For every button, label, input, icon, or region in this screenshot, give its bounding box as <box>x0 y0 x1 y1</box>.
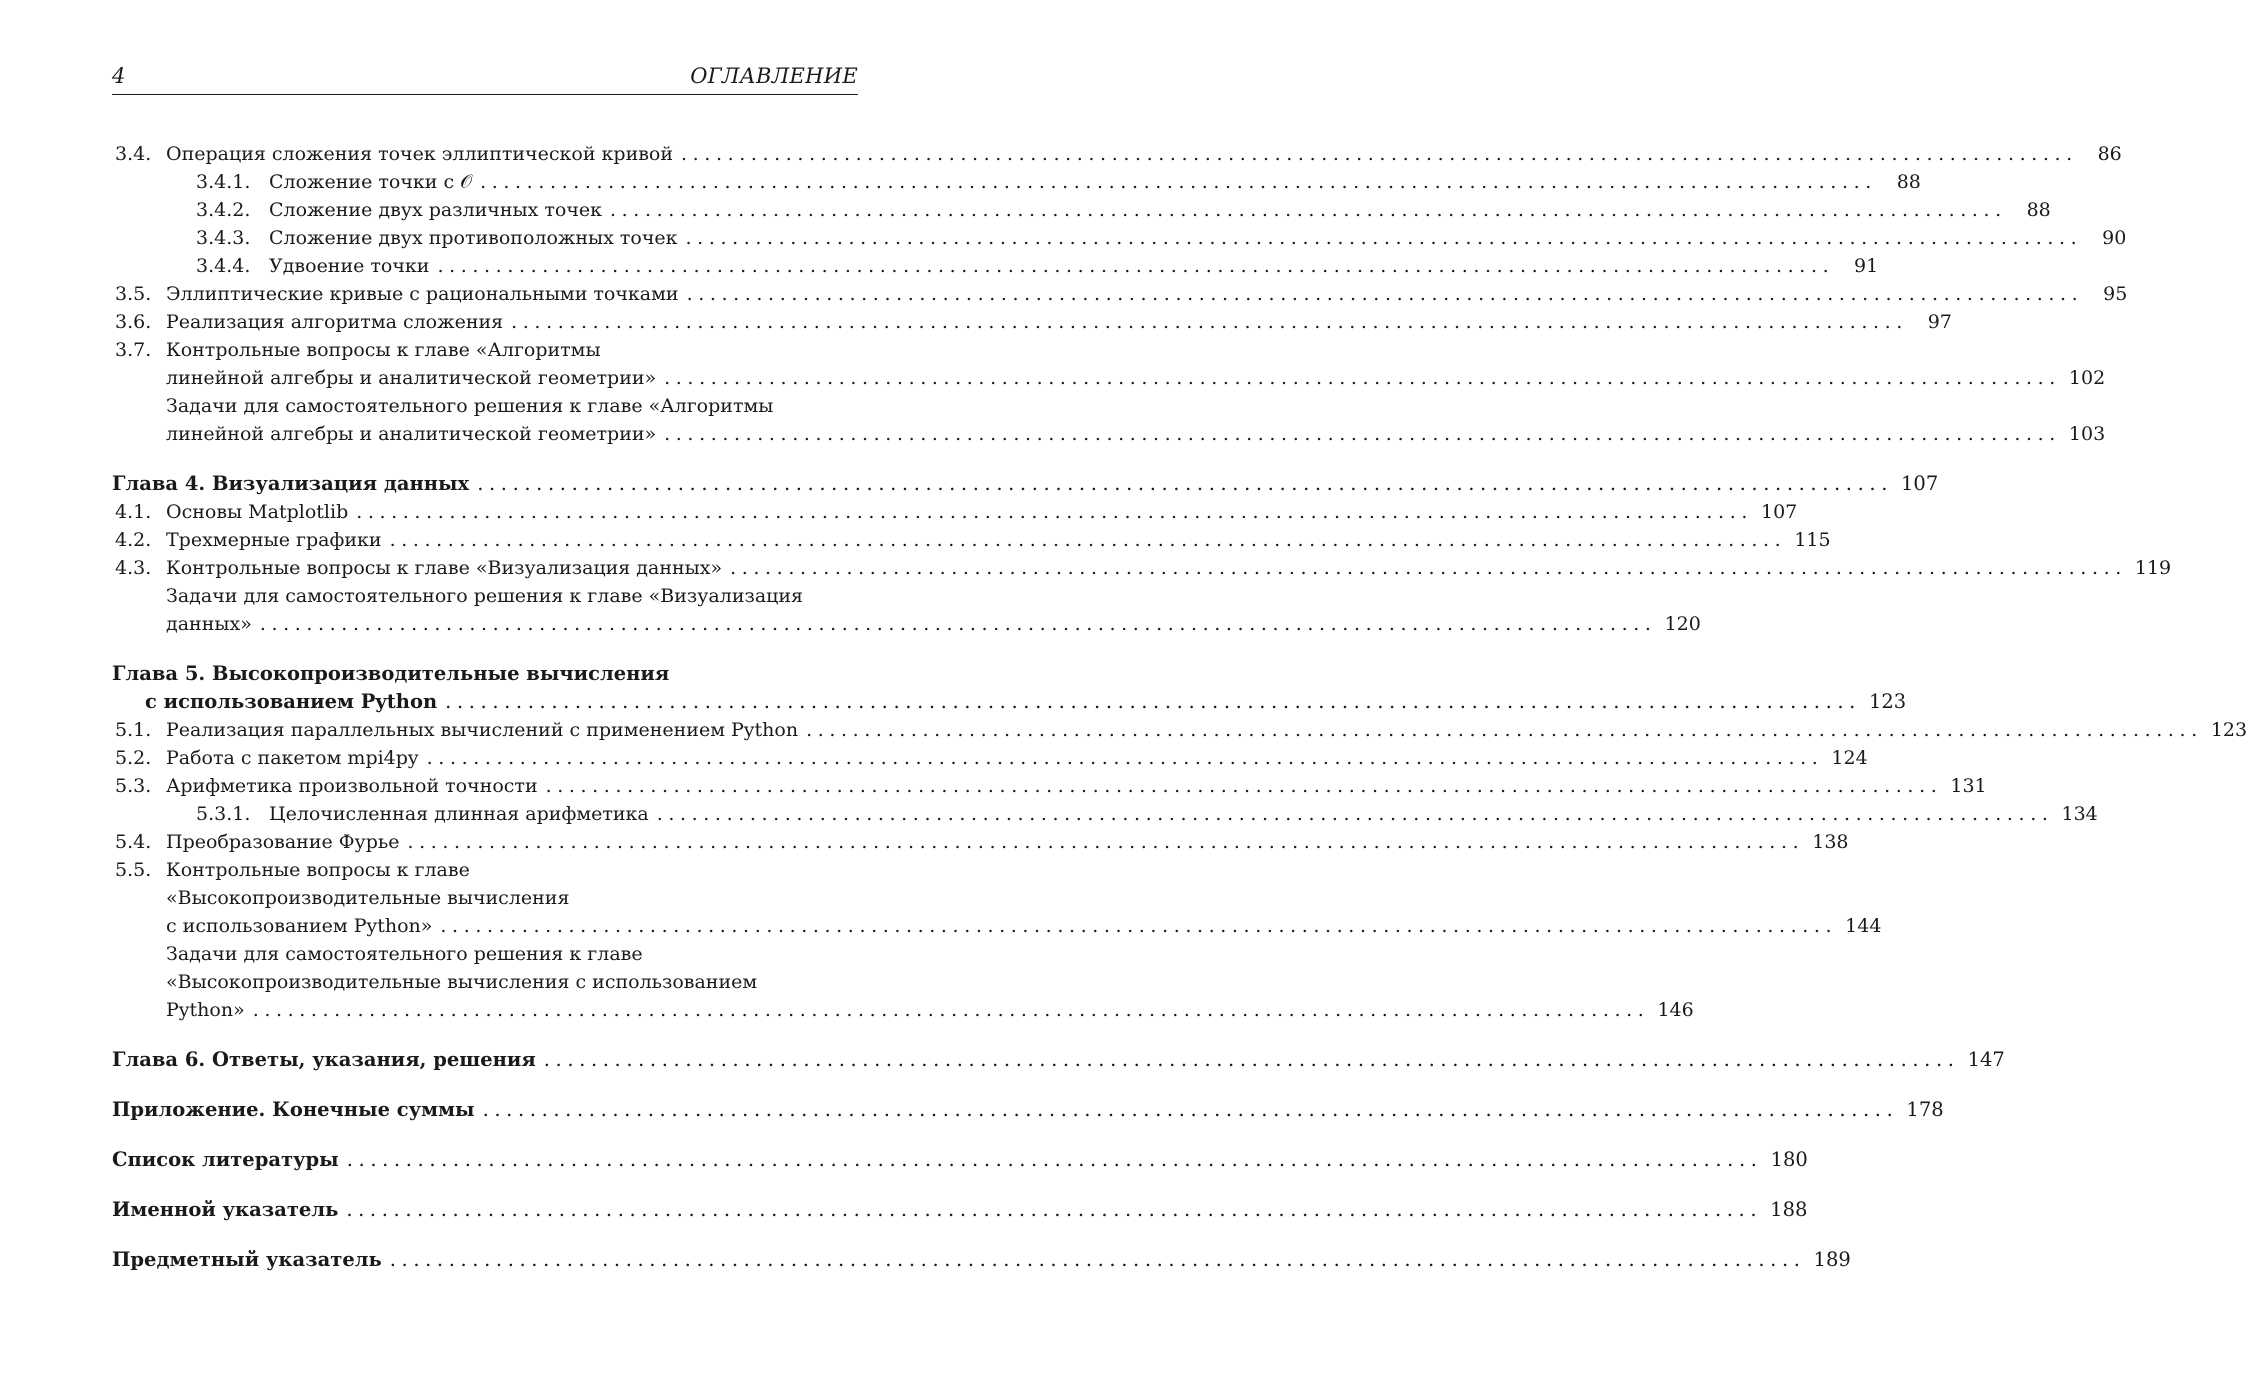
toc-entry-title: Сложение двух различных точек <box>269 199 603 221</box>
toc-entry-page: 138 <box>1812 831 1849 853</box>
toc-entry[interactable] <box>112 1146 1808 1174</box>
toc-entry-number: 3.7. <box>115 339 152 361</box>
toc-entry-number: 3.6. <box>115 311 152 333</box>
dot-leader: ........................................................................................................................ <box>389 529 1787 551</box>
toc-entry[interactable] <box>112 1096 1944 1124</box>
toc-entry[interactable] <box>112 196 2051 224</box>
toc-entry-title: Работа с пакетом mpi4py <box>166 747 419 769</box>
toc-entry[interactable] <box>112 1196 1808 1224</box>
toc-entry-number: 3.4.2. <box>196 199 251 221</box>
toc-entry-title: Предметный указатель <box>112 1248 382 1271</box>
toc-entry-title: Целочисленная длинная арифметика <box>269 803 649 825</box>
toc-entry-number: 5.3. <box>115 775 152 797</box>
toc-entry-page: 97 <box>1927 311 1952 333</box>
toc-entry[interactable] <box>112 280 2128 308</box>
page-number: 4 <box>112 64 126 88</box>
toc-entry-page: 146 <box>1657 999 1694 1021</box>
toc-entry-page: 178 <box>1906 1098 1944 1121</box>
toc-entry[interactable] <box>112 828 1849 856</box>
toc-entry-title: линейной алгебры и аналитической геометрии» <box>166 423 657 445</box>
toc-entry-page: 103 <box>2068 423 2106 445</box>
table-of-contents <box>112 140 2247 1274</box>
toc-entry-title: Приложение. Конечные суммы <box>112 1098 475 1121</box>
dot-leader: ........................................................................................................................ <box>656 803 2054 825</box>
toc-entry[interactable] <box>112 336 2106 392</box>
toc-entry-page: 123 <box>2210 719 2247 741</box>
dot-leader: ........................................................................................................................ <box>346 1198 1763 1221</box>
toc-entry-title: Python» <box>166 999 245 1021</box>
running-title: ОГЛАВЛЕНИЕ <box>690 64 858 88</box>
page-header <box>112 64 858 95</box>
dot-leader: ........................................................................................................................ <box>426 747 1824 769</box>
dot-leader: ........................................................................................................................ <box>477 472 1894 495</box>
toc-entry-page: 107 <box>1901 472 1939 495</box>
toc-entry-title: Контрольные вопросы к главе «Визуализация данных» <box>166 557 723 579</box>
toc-entry-page: 88 <box>1896 171 1921 193</box>
toc-entry-title: Глава 6. Ответы, указания, решения <box>112 1048 536 1071</box>
toc-entry-page: 123 <box>1868 690 1907 713</box>
dot-leader: ........................................................................................................................ <box>346 1148 1763 1171</box>
toc-entry-page: 119 <box>2134 557 2172 579</box>
toc-entry[interactable] <box>112 1046 2005 1074</box>
dot-leader: ........................................................................................................................ <box>545 775 1943 797</box>
toc-entry-title: Преобразование Фурье <box>166 831 400 853</box>
toc-entry[interactable] <box>112 660 1907 716</box>
dot-leader: ........................................................................................................................ <box>685 227 2083 249</box>
toc-entry[interactable] <box>112 800 2098 828</box>
toc-entry[interactable] <box>112 772 1987 800</box>
dot-leader: ........................................................................................................................ <box>482 1098 1899 1121</box>
toc-entry-number: 4.1. <box>115 501 152 523</box>
toc-entry[interactable] <box>112 526 1831 554</box>
toc-entry-title: Основы Matplotlib <box>166 501 349 523</box>
dot-leader: ........................................................................................................................ <box>806 719 2203 741</box>
toc-entry-title: данных» <box>166 613 252 635</box>
toc-entry-title: Глава 4. Визуализация данных <box>112 472 470 495</box>
toc-entry[interactable] <box>112 308 1952 336</box>
toc-entry-title: Эллиптические кривые с рациональными точками <box>166 283 679 305</box>
toc-entry-title: «Высокопроизводительные вычисления <box>166 887 570 909</box>
dot-leader: ........................................................................................................................ <box>543 1048 1960 1071</box>
toc-entry[interactable] <box>112 392 2106 448</box>
dot-leader: ........................................................................................................................ <box>259 613 1657 635</box>
toc-entry-page: 115 <box>1794 529 1831 551</box>
toc-entry-number: 3.4.1. <box>196 171 251 193</box>
toc-entry-title: «Высокопроизводительные вычисления с использованием <box>166 971 758 993</box>
toc-entry-title: с использованием Python» <box>166 915 433 937</box>
toc-entry-title: Именной указатель <box>112 1198 339 1221</box>
toc-entry-title: Реализация алгоритма сложения <box>166 311 504 333</box>
toc-entry-page: 86 <box>2097 143 2122 165</box>
toc-entry[interactable] <box>112 1246 1851 1274</box>
toc-entry-title: Сложение двух противоположных точек <box>269 227 678 249</box>
dot-leader: ........................................................................................................................ <box>389 1248 1806 1271</box>
toc-entry-title: Удвоение точки <box>269 255 430 277</box>
dot-leader: ........................................................................................................................ <box>252 999 1650 1021</box>
toc-entry-page: 91 <box>1854 255 1879 277</box>
dot-leader: ........................................................................................................................ <box>681 143 2078 165</box>
dot-leader: ........................................................................................................................ <box>445 690 1861 713</box>
toc-entry-page: 95 <box>2103 283 2128 305</box>
toc-entry[interactable] <box>112 940 1694 1024</box>
toc-entry-number: 3.5. <box>115 283 152 305</box>
toc-entry[interactable] <box>112 470 1939 498</box>
toc-entry-page: 124 <box>1831 747 1868 769</box>
toc-entry-title: Реализация параллельных вычислений с применением Python <box>166 719 799 741</box>
toc-entry-title: с использованием Python <box>145 690 438 713</box>
toc-entry[interactable] <box>112 168 1921 196</box>
dot-leader: ........................................................................................................................ <box>664 367 2061 389</box>
toc-entry[interactable] <box>112 856 1882 940</box>
dot-leader: ........................................................................................................................ <box>730 557 2127 579</box>
toc-entry-number: 3.4.4. <box>196 255 251 277</box>
toc-entry-number: 5.2. <box>115 747 152 769</box>
dot-leader: ........................................................................................................................ <box>511 311 1908 333</box>
toc-entry-page: 134 <box>2061 803 2098 825</box>
toc-entry-title: Сложение точки с 𝒪 <box>269 171 473 193</box>
toc-entry-number: 5.3.1. <box>196 803 251 825</box>
toc-entry-number: 3.4.3. <box>196 227 251 249</box>
toc-entry-page: 188 <box>1770 1198 1808 1221</box>
toc-entry-number: 5.1. <box>115 719 152 741</box>
toc-entry-number: 5.4. <box>115 831 152 853</box>
dot-leader: ........................................................................................................................ <box>437 255 1835 277</box>
toc-entry-page: 90 <box>2102 227 2127 249</box>
toc-entry-page: 144 <box>1845 915 1882 937</box>
toc-entry[interactable] <box>112 744 1868 772</box>
toc-entry-title: Задачи для самостоятельного решения к главе «Визуализация <box>166 585 804 607</box>
toc-entry[interactable] <box>112 252 1879 280</box>
toc-entry-page: 107 <box>1760 501 1798 523</box>
toc-entry-number: 4.2. <box>115 529 152 551</box>
dot-leader: ........................................................................................................................ <box>356 501 1753 523</box>
toc-entry-page: 88 <box>2026 199 2051 221</box>
toc-entry-page: 180 <box>1770 1148 1808 1171</box>
toc-entry-page: 131 <box>1950 775 1987 797</box>
toc-entry[interactable] <box>112 554 2172 582</box>
dot-leader: ........................................................................................................................ <box>407 831 1805 853</box>
dot-leader: ........................................................................................................................ <box>480 171 1877 193</box>
dot-leader: ........................................................................................................................ <box>664 423 2061 445</box>
toc-entry-title: Контрольные вопросы к главе «Алгоритмы <box>166 339 601 361</box>
toc-entry-page: 147 <box>1967 1048 2005 1071</box>
toc-entry-page: 120 <box>1664 613 1701 635</box>
toc-entry-title: Арифметика произвольной точности <box>166 775 538 797</box>
toc-entry-page: 102 <box>2068 367 2106 389</box>
toc-entry-number: 4.3. <box>115 557 152 579</box>
toc-entry-title: Контрольные вопросы к главе <box>166 859 470 881</box>
dot-leader: ........................................................................................................................ <box>440 915 1838 937</box>
dot-leader: ........................................................................................................................ <box>686 283 2084 305</box>
toc-entry-page: 189 <box>1813 1248 1851 1271</box>
toc-entry-number: 5.5. <box>115 859 152 881</box>
toc-entry[interactable] <box>112 716 2247 744</box>
toc-entry-title: Список литературы <box>112 1148 339 1171</box>
toc-entry-number: 3.4. <box>115 143 152 165</box>
toc-entry-title: Задачи для самостоятельного решения к главе «Алгоритмы <box>166 395 774 417</box>
dot-leader: ........................................................................................................................ <box>610 199 2007 221</box>
toc-entry-title: линейной алгебры и аналитической геометрии» <box>166 367 657 389</box>
toc-entry[interactable] <box>112 582 1701 638</box>
toc-entry-title: Операция сложения точек эллиптической кривой <box>166 143 674 165</box>
toc-entry-title: Глава 5. Высокопроизводительные вычисления <box>112 662 670 685</box>
toc-entry-title: Задачи для самостоятельного решения к главе <box>166 943 643 965</box>
toc-entry[interactable] <box>112 498 1798 526</box>
toc-entry-title: Трехмерные графики <box>166 529 382 551</box>
toc-entry[interactable] <box>112 140 2122 168</box>
toc-entry[interactable] <box>112 224 2127 252</box>
